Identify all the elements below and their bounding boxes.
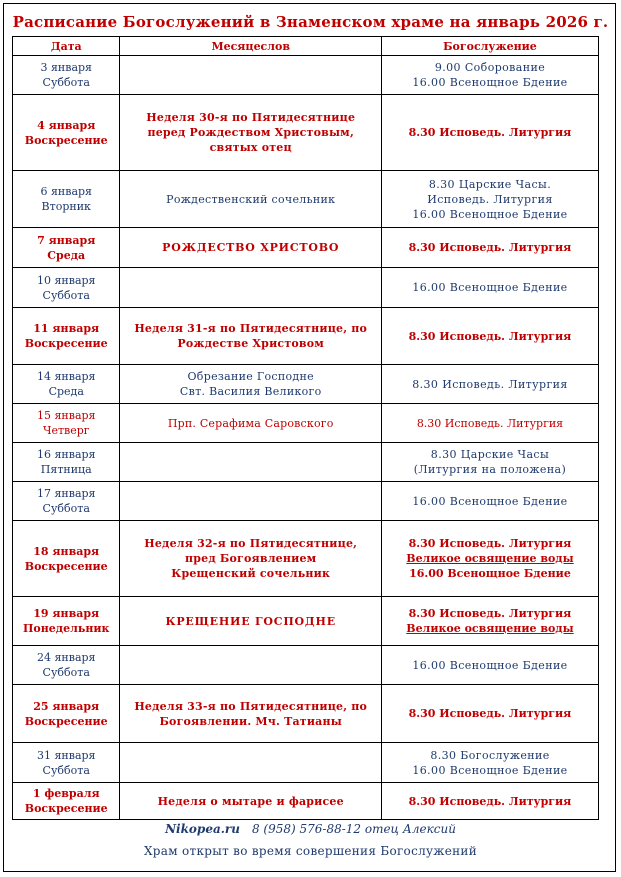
service-line: 8.30 Исповедь. Литургия: [408, 329, 572, 343]
menologion-cell: [120, 783, 381, 820]
menologion-line: Рождестве Христовом: [177, 337, 325, 350]
service-cell: [381, 171, 598, 228]
date-cell: [13, 482, 120, 521]
menologion-cell: [120, 597, 381, 646]
date-weekday: Среда: [47, 248, 86, 262]
date-day: 4 января: [37, 118, 96, 132]
feast-title: РОЖДЕСТВО ХРИСТОВО: [162, 241, 340, 254]
table-row: [13, 171, 599, 228]
date-cell: [13, 521, 120, 597]
date-weekday: Воскресение: [24, 133, 108, 147]
menologion-line: Богоявлении. Мч. Татианы: [159, 714, 342, 728]
menologion-line: Обрезание Господне: [187, 370, 314, 383]
header-service: Богослужение: [381, 37, 598, 56]
date-day: 24 января: [36, 651, 96, 664]
date-cell: [13, 404, 120, 443]
table-row: [13, 646, 599, 685]
menologion-cell: [120, 308, 381, 365]
service-cell: [381, 685, 598, 743]
table-header-row: [13, 37, 599, 56]
menologion-line: перед Рождеством Христовым,: [147, 126, 354, 139]
service-line: 16.00 Всенощное Бдение: [412, 281, 568, 294]
date-weekday: Четверг: [42, 424, 90, 437]
menologion-cell: [120, 228, 381, 268]
service-line: 8.30 Царские Часы: [430, 448, 550, 461]
date-cell: [13, 228, 120, 268]
menologion-cell: [120, 743, 381, 783]
date-cell: [13, 597, 120, 646]
service-line: 16.00 Всенощное Бдение: [409, 567, 571, 580]
menologion-cell: [120, 268, 381, 308]
service-line: 16.00 Всенощное Бдение: [412, 494, 568, 508]
menologion-line: Свт. Василия Великого: [179, 385, 322, 398]
date-cell: [13, 685, 120, 743]
table-row: [13, 404, 599, 443]
footer-contacts: [0, 822, 621, 836]
schedule-table: [12, 36, 599, 820]
service-line: Великое освящение воды: [406, 622, 574, 635]
date-cell: [13, 95, 120, 171]
date-cell: [13, 308, 120, 365]
service-line: 8.30 Исповедь. Литургия: [408, 607, 572, 620]
footer-site-link[interactable]: Nikopea.ru: [165, 822, 240, 836]
date-weekday: Понедельник: [23, 622, 110, 635]
service-cell: [381, 482, 598, 521]
service-cell: [381, 743, 598, 783]
menologion-cell: [120, 56, 381, 95]
date-weekday: Суббота: [42, 288, 90, 302]
footer-note: Храм открыт во время совершения Богослужений: [143, 844, 478, 858]
service-line: (Литургия на положена): [413, 463, 567, 476]
menologion-line: Неделя 33-я по Пятидесятнице, по: [134, 699, 368, 713]
date-cell: [13, 171, 120, 228]
menologion-cell: [120, 443, 381, 482]
date-weekday: Воскресение: [24, 337, 108, 350]
table-row: [13, 521, 599, 597]
menologion-line: Неделя о мытаре и фарисее: [157, 794, 344, 808]
date-day: 16 января: [36, 448, 96, 461]
date-day: 14 января: [36, 370, 96, 383]
service-cell: [381, 308, 598, 365]
menologion-line: Прп. Серафима Саровского: [167, 416, 334, 430]
date-day: 18 января: [33, 544, 100, 558]
service-line: 16.00 Всенощное Бдение: [412, 658, 568, 672]
service-line: 8.30 Исповедь. Литургия: [408, 126, 572, 139]
menologion-cell: [120, 521, 381, 597]
date-day: 1 февраля: [32, 787, 100, 800]
service-line: 8.30 Царские Часы.: [428, 177, 552, 191]
service-line: 16.00 Всенощное Бдение: [412, 763, 568, 777]
service-line: Исповедь. Литургия: [427, 192, 553, 206]
menologion-cell: [120, 482, 381, 521]
date-cell: [13, 56, 120, 95]
date-day: 15 января: [36, 409, 96, 422]
menologion-line: Неделя 31-я по Пятидесятнице, по: [134, 322, 368, 335]
date-weekday: Среда: [48, 385, 84, 398]
date-cell: [13, 743, 120, 783]
date-weekday: Воскресение: [24, 559, 108, 573]
table-row: [13, 268, 599, 308]
service-line: 16.00 Всенощное Бдение: [412, 207, 568, 221]
menologion-cell: [120, 365, 381, 404]
table-row: [13, 685, 599, 743]
date-day: 17 января: [36, 487, 96, 500]
table-row: [13, 597, 599, 646]
table-row: [13, 95, 599, 171]
feast-title: КРЕЩЕНИЕ ГОСПОДНЕ: [165, 614, 336, 628]
service-line: 8.30 Исповедь. Литургия: [412, 377, 568, 391]
service-cell: [381, 95, 598, 171]
date-day: 3 января: [40, 61, 92, 74]
footer-phone: 8 (958) 576-88-12 отец Алексий: [251, 822, 456, 836]
menologion-line: святых отец: [209, 141, 292, 154]
header-date: Дата: [13, 37, 120, 56]
menologion-cell: [120, 404, 381, 443]
table-row: [13, 482, 599, 521]
table-row: [13, 743, 599, 783]
service-line: 8.30 Исповедь. Литургия: [408, 537, 572, 550]
service-cell: [381, 228, 598, 268]
service-cell: [381, 443, 598, 482]
date-cell: [13, 443, 120, 482]
date-cell: [13, 646, 120, 685]
menologion-cell: [120, 171, 381, 228]
date-weekday: Воскресение: [24, 802, 108, 815]
service-line: 9.00 Соборование: [434, 61, 546, 74]
date-day: 31 января: [36, 748, 96, 762]
date-weekday: Пятница: [40, 463, 92, 476]
service-cell: [381, 597, 598, 646]
service-cell: [381, 521, 598, 597]
table-row: [13, 443, 599, 482]
date-weekday: Суббота: [42, 76, 90, 89]
table-row: [13, 365, 599, 404]
date-day: 6 января: [40, 185, 92, 198]
service-cell: [381, 404, 598, 443]
date-day: 11 января: [33, 322, 100, 335]
menologion-line: Неделя 30-я по Пятидесятнице: [146, 111, 356, 124]
service-cell: [381, 56, 598, 95]
menologion-cell: [120, 646, 381, 685]
date-weekday: Суббота: [42, 666, 90, 679]
menologion-line: пред Богоявлением: [185, 552, 317, 565]
menologion-line: Крещенский сочельник: [171, 567, 331, 580]
menologion-line: Рождественский сочельник: [166, 192, 336, 206]
date-weekday: Вторник: [41, 200, 91, 213]
service-line: 8.30 Исповедь. Литургия: [408, 707, 572, 720]
table-row: [13, 56, 599, 95]
table-row: [13, 228, 599, 268]
service-cell: [381, 783, 598, 820]
service-line: 8.30 Исповедь. Литургия: [416, 416, 564, 430]
date-weekday: Суббота: [42, 502, 90, 515]
date-day: 7 января: [37, 233, 96, 247]
date-day: 10 января: [36, 273, 96, 287]
date-weekday: Воскресение: [24, 714, 108, 728]
menologion-line: Неделя 32-я по Пятидесятнице,: [144, 537, 358, 550]
menologion-cell: [120, 685, 381, 743]
date-cell: [13, 783, 120, 820]
date-weekday: Суббота: [42, 763, 90, 777]
header-menologion: Месяцеслов: [120, 37, 381, 56]
service-line: 8.30 Исповедь. Литургия: [408, 241, 572, 254]
service-line: 8.30 Исповедь. Литургия: [408, 794, 572, 808]
menologion-cell: [120, 95, 381, 171]
service-cell: [381, 365, 598, 404]
service-cell: [381, 268, 598, 308]
page-title: Расписание Богослужений в Знаменском храме на январь 2026 г.: [12, 13, 609, 31]
service-line: 16.00 Всенощное Бдение: [412, 76, 568, 89]
date-cell: [13, 268, 120, 308]
table-row: [13, 783, 599, 820]
date-day: 25 января: [33, 699, 100, 713]
service-line: Великое освящение воды: [406, 552, 574, 565]
service-cell: [381, 646, 598, 685]
table-row: [13, 308, 599, 365]
date-cell: [13, 365, 120, 404]
date-day: 19 января: [33, 607, 100, 620]
service-line: 8.30 Богослужение: [430, 748, 550, 762]
